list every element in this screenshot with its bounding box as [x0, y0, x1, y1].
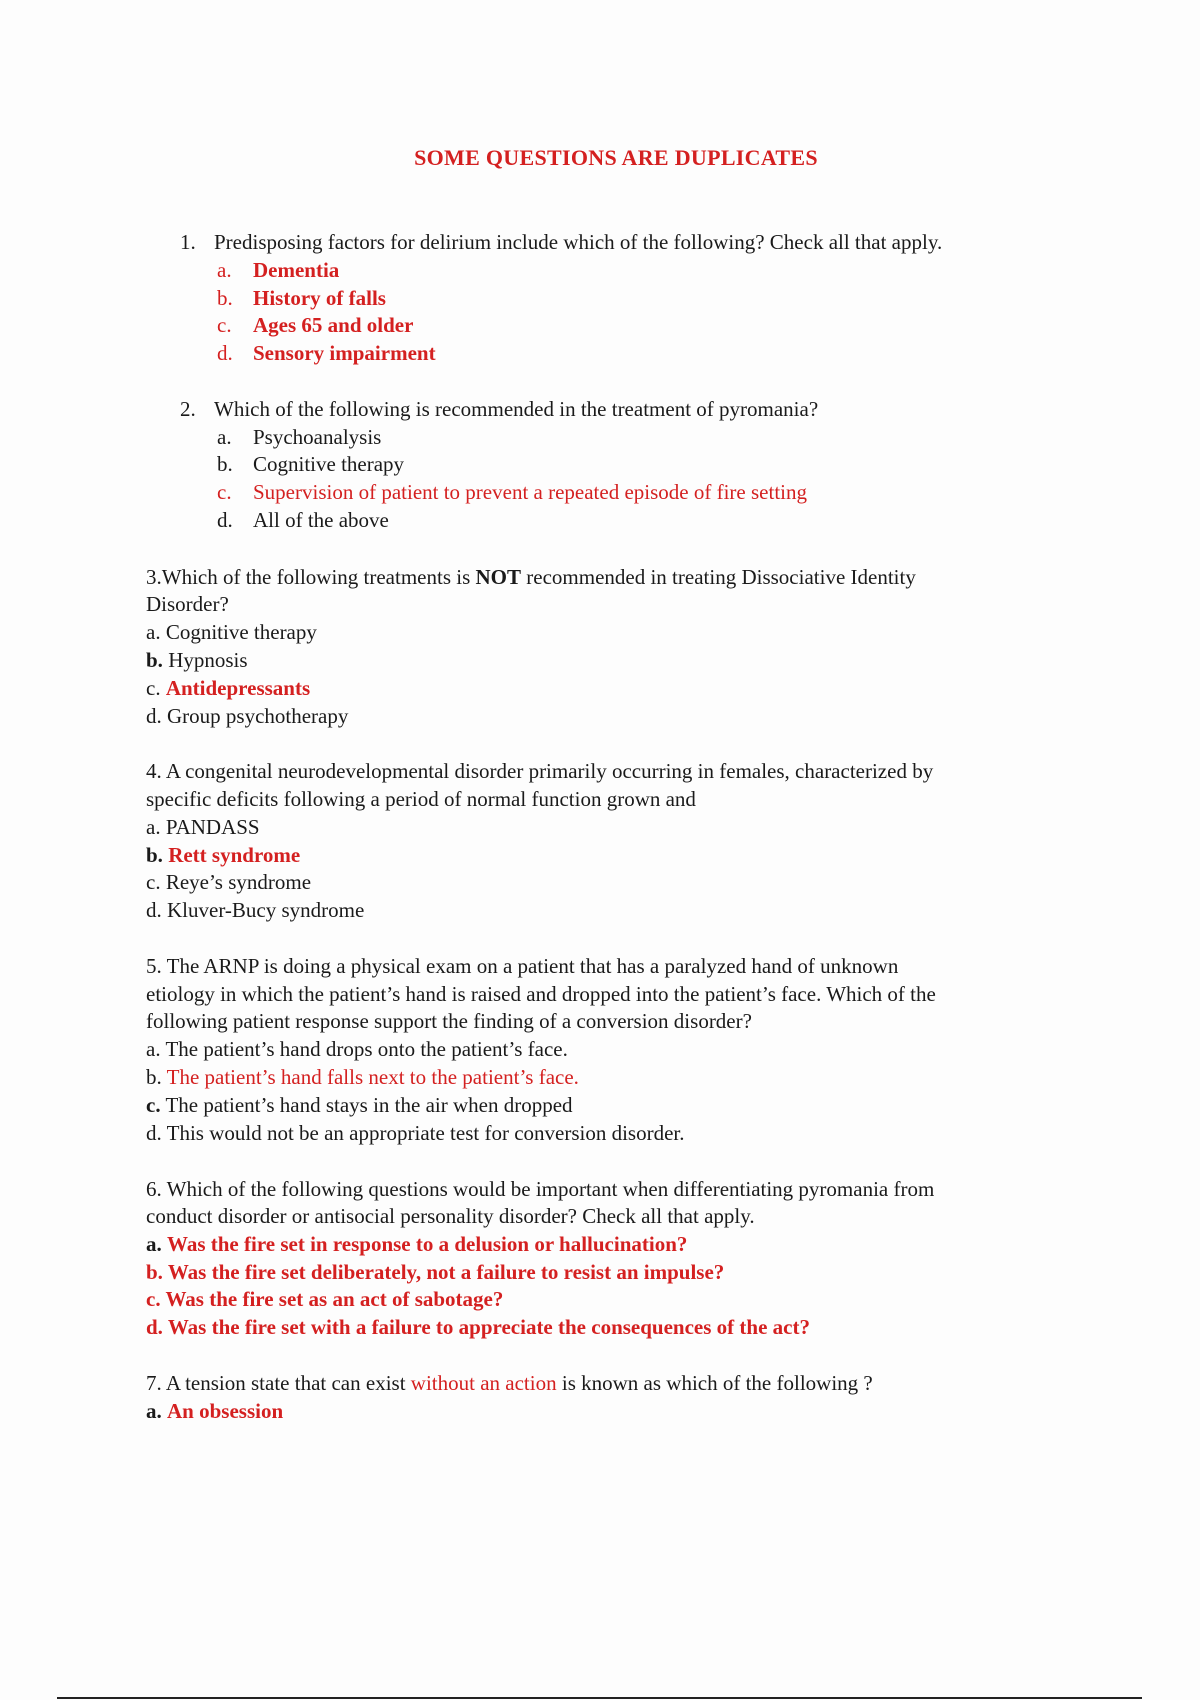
q1-option-b: b. History of falls [217, 286, 386, 310]
q6-option-b: b. Was the fire set deliberately, not a failure to resist an impulse? [146, 1260, 725, 1284]
q3-option-d: d. Group psychotherapy [146, 704, 349, 728]
question-1 [180, 229, 942, 255]
q2-option-a: a. Psychoanalysis [217, 425, 382, 449]
page-title: SOME QUESTIONS ARE DUPLICATES [414, 145, 818, 170]
question-2 [180, 396, 818, 422]
q5-option-d: d. This would not be an appropriate test for conversion disorder. [146, 1121, 685, 1145]
q1-option-c: c. Ages 65 and older [217, 313, 414, 337]
footer-divider [57, 1697, 1142, 1699]
question-number: 2. [180, 397, 196, 421]
q7-option-a: a. An obsession [146, 1399, 284, 1423]
question-number: 1. [180, 230, 196, 254]
q6-option-c: c. Was the fire set as an act of sabotage? [146, 1287, 504, 1311]
q3-option-c: c. Antidepressants [146, 676, 311, 700]
q6-option-a: a. Was the fire set in response to a delusion or hallucination? [146, 1232, 688, 1256]
question-4-line-2: specific deficits following a period of normal function grown and [146, 787, 696, 811]
q4-option-a: a. PANDASS [146, 815, 260, 839]
q2-option-c: c. Supervision of patient to prevent a repeated episode of fire setting [217, 480, 807, 504]
q1-option-d: d. Sensory impairment [217, 341, 436, 365]
q5-option-a: a. The patient’s hand drops onto the patient’s face. [146, 1037, 568, 1061]
q4-option-d: d. Kluver-Bucy syndrome [146, 898, 365, 922]
q5-option-c: c. The patient’s hand stays in the air when dropped [146, 1093, 573, 1117]
question-text: Predisposing factors for delirium include which of the following? Check all that apply. [214, 230, 943, 254]
question-text: Which of the following is recommended in the treatment of pyromania? [214, 397, 819, 421]
question-4: 4. A congenital neurodevelopmental disorder primarily occurring in females, characterized by [146, 759, 934, 783]
q2-option-d: d. All of the above [217, 508, 389, 532]
q4-option-b: b. Rett syndrome [146, 843, 301, 867]
question-5-line-2: etiology in which the patient’s hand is raised and dropped into the patient’s face. Which of the [146, 982, 936, 1006]
question-5-line-3: following patient response support the finding of a conversion disorder? [146, 1009, 752, 1033]
question-6: 6. Which of the following questions would be important when differentiating pyromania from [146, 1177, 935, 1201]
question-3-line-2: Disorder? [146, 592, 229, 616]
q1-option-a: a. Dementia [217, 258, 340, 282]
q2-option-b: b. Cognitive therapy [217, 452, 405, 476]
q3-option-a: a. Cognitive therapy [146, 620, 317, 644]
q5-option-b: b. The patient’s hand falls next to the patient’s face. [146, 1065, 579, 1089]
q3-option-b: b. Hypnosis [146, 648, 248, 672]
q4-option-c: c. Reye’s syndrome [146, 870, 312, 894]
question-5: 5. The ARNP is doing a physical exam on a patient that has a paralyzed hand of unknown [146, 954, 899, 978]
question-7: 7. A tension state that can exist without an action is known as which of the following ? [146, 1371, 873, 1395]
q6-option-d: d. Was the fire set with a failure to appreciate the consequences of the act? [146, 1315, 810, 1339]
question-6-line-2: conduct disorder or antisocial personality disorder? Check all that apply. [146, 1204, 755, 1228]
question-3: 3.Which of the following treatments is NOT recommended in treating Dissociative Identity [146, 565, 916, 589]
